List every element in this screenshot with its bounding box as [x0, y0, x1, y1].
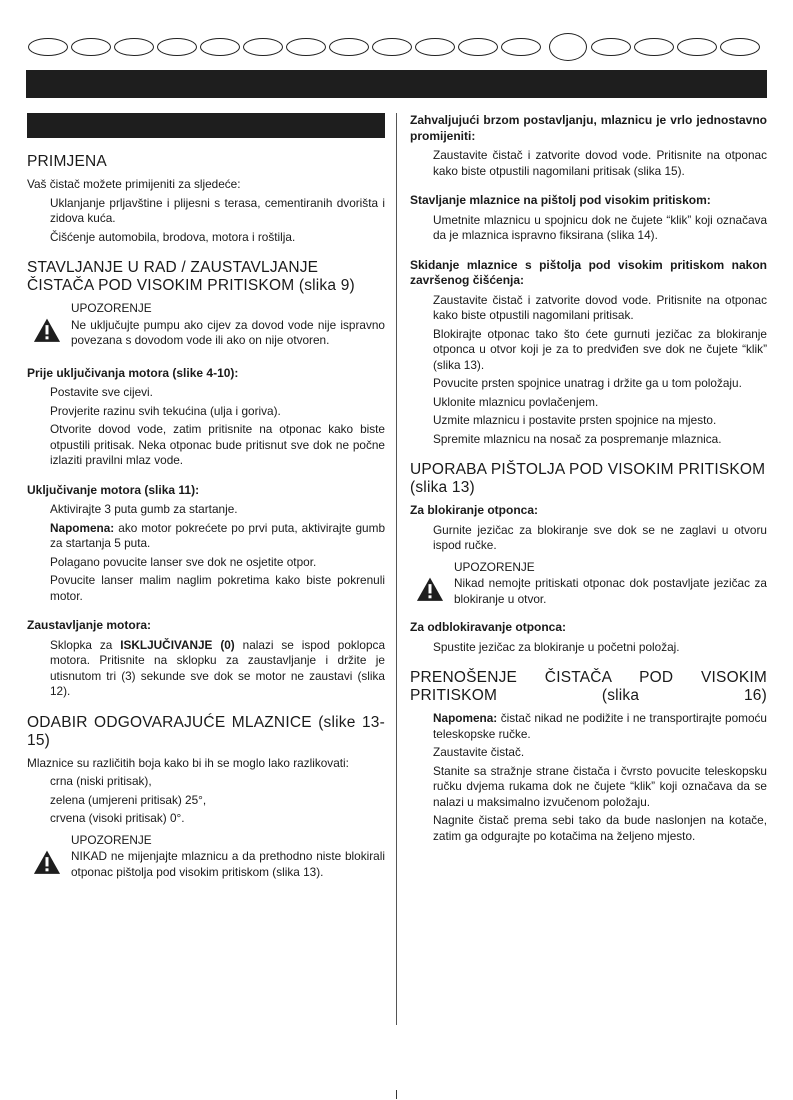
subheading-stavljanje-mlaznice: Stavljanje mlaznice na pištolj pod visokim pritiskom: — [410, 193, 711, 207]
warning-title: UPOZORENJE — [71, 301, 152, 315]
left-column — [27, 113, 385, 897]
warning-box — [27, 301, 385, 352]
section-prije — [27, 366, 385, 469]
section-ukljucivanje — [27, 483, 385, 605]
warning-box — [410, 560, 767, 611]
language-oval — [677, 38, 717, 56]
paragraph: Zaustavite čistač i zatvorite dovod vode. Pritisnite na otponac kako biste otpustili nagomilani pritisak (slika 15). — [433, 148, 767, 178]
warning-title: UPOZORENJE — [71, 832, 152, 847]
subheading-skidanje: Skidanje mlaznice s pištolja pod visokim pritiskom nakon završenog čišćenja: — [410, 257, 767, 287]
language-oval — [720, 38, 760, 56]
section-zaustavljanje — [27, 618, 385, 700]
warning-box — [27, 833, 385, 884]
intro-text: Mlaznice su različitih boja kako bi ih se moglo lako razlikovati: — [27, 755, 349, 770]
list-item: Blokirajte otponac tako što ćete gurnuti jezičac za blokiranje otponca u otvor koji je za to predviđen sve dok ne čujete “klik” (slika 13). — [433, 326, 767, 372]
list-item: Zaustavite čistač i zatvorite dovod vode. Pritisnite na otponac kako biste otpustili nagomilani pritisak. — [433, 292, 767, 322]
subheading-ukljucivanje: Uključivanje motora (slika 11): — [27, 482, 200, 497]
list-item: Aktivirajte 3 puta gumb za startanje. — [50, 502, 238, 516]
color-item: crna (niski pritisak), — [50, 774, 152, 788]
language-oval — [200, 38, 240, 56]
note-text — [410, 711, 767, 742]
right-column — [410, 113, 767, 858]
list-item: Provjerite razinu svih tekućina (ulja i goriva). — [50, 403, 281, 418]
color-item: zelena (umjereni pritisak) 25°, — [50, 792, 207, 807]
section-stavljanje-mlaznice — [410, 193, 767, 244]
list-item: Nagnite čistač prema sebi tako da bude naslonjen na kotače, zatim ga odgurajte po kotačima na željeno mjesto. — [433, 813, 767, 843]
list-item: Povucite lanser malim naglim pokretima kako biste pokrenuli motor. — [50, 573, 385, 603]
color-item: crvena (visoki pritisak) 0°. — [50, 811, 185, 825]
header-bar — [26, 70, 767, 98]
warning-title: UPOZORENJE — [454, 559, 535, 574]
language-oval — [28, 38, 68, 56]
subheading-zahvaljujuci: Zahvaljujući brzom postavljanju, mlaznicu je vrlo jednostavno promijeniti: — [410, 113, 767, 143]
language-oval — [415, 38, 455, 56]
language-oval — [114, 38, 154, 56]
zaustavljanje-text — [27, 638, 385, 700]
list-item: Polagano povucite lanser sve dok ne osjetite otpor. — [50, 554, 317, 569]
language-oval — [71, 38, 111, 56]
heading-stavljanje: STAVLJANJE U RAD / ZAUSTAVLJANJE ČISTAČA POD VISOKIM PRITISKOM (slika 9) — [27, 259, 355, 294]
column-divider — [396, 113, 397, 1025]
note-text — [27, 521, 385, 552]
section-prenosenje — [410, 669, 767, 844]
language-oval-active — [549, 33, 587, 61]
language-oval — [329, 38, 369, 56]
section-zahvaljujuci — [410, 113, 767, 179]
note-label: Napomena: — [433, 711, 498, 725]
section-primjena — [27, 153, 385, 245]
subheading-blokiranje: Za blokiranje otponca: — [410, 503, 539, 517]
page-footer-mark — [396, 1090, 397, 1099]
subheading-prije: Prije uključivanja motora (slike 4-10): — [27, 365, 239, 380]
section-odabir — [27, 714, 385, 884]
paragraph: Gurnite jezičac za blokiranje sve dok se ne zaglavi u otvoru ispod ručke. — [433, 522, 767, 552]
note-label: Napomena: — [50, 520, 115, 535]
language-oval — [634, 38, 674, 56]
switch-label: ISKLJUČIVANJE (0) — [120, 637, 235, 652]
text-span: nalazi se ispod poklopca motora. Pritisnite na sklopku za zaustavljanje i držite je utisnutom tri (3) sekunde sve dok se motor ne zaustavi (slika 12). — [50, 637, 386, 698]
heading-primjena: PRIMJENA — [27, 153, 107, 170]
intro-text: Vaš čistač možete primijeniti za sljedeće: — [27, 177, 241, 191]
subheading-zaustavljanje: Zaustavljanje motora: — [27, 618, 152, 632]
language-oval — [157, 38, 197, 56]
list-item: Zaustavite čistač. — [433, 745, 525, 759]
list-item: Otvorite dovod vode, zatim pritisnite na otponac kako biste otpustili pritisak. Neka otponac bude pritisnut sve dok ne počne izlaziti pravilni mlaz vode. — [50, 422, 385, 467]
language-oval — [458, 38, 498, 56]
list-item: Povucite prsten spojnice unatrag i držite ga u tom položaju. — [433, 376, 742, 390]
list-item: Uklanjanje prljavštine i plijesni s terasa, cementiranih dvorišta i zidova kuća. — [50, 195, 385, 225]
language-oval — [591, 38, 631, 56]
warning-text: NIKAD ne mijenjajte mlaznicu a da prethodno niste blokirali otponac pištolja pod visokim pritiskom (slika 13). — [71, 849, 385, 879]
section-bar — [27, 113, 385, 138]
text-span: Sklopka za — [50, 637, 121, 652]
paragraph: Spustite jezičac za blokiranje u početni položaj. — [433, 639, 680, 654]
warning-icon — [33, 309, 61, 352]
heading-uporaba: UPORABA PIŠTOLJA POD VISOKIM PRITISKOM (slika 13) — [410, 461, 766, 496]
section-stavljanje — [27, 259, 385, 352]
language-oval — [243, 38, 283, 56]
list-item: Uklonite mlaznicu povlačenjem. — [433, 394, 599, 409]
note-body: ako motor pokrećete po prvi puta, aktivirajte gumb za startanja 5 puta. — [50, 520, 385, 550]
warning-text: Ne uključujte pumpu ako cijev za dovod vode nije ispravno povezana s dovodom vode ili ako on nije otvoren. — [71, 317, 385, 347]
warning-icon — [33, 841, 61, 884]
note-body: čistač nikad ne podižite i ne transportirajte pomoću teleskopske ručke. — [433, 711, 767, 741]
list-item: Spremite mlaznicu na nosač za pospremanje mlaznica. — [433, 431, 722, 446]
warning-icon — [416, 568, 444, 611]
section-uporaba — [410, 461, 767, 655]
list-item: Stanite sa stražnje strane čistača i čvrsto povucite teleskopsku ručku dvjema rukama dok ne čujete “klik” koji označava da se nalazi u maksimalno izvučenom položaju. — [433, 763, 767, 809]
list-item: Čišćenje automobila, brodova, motora i roštilja. — [50, 229, 296, 244]
language-oval — [286, 38, 326, 56]
list-item: Uzmite mlaznicu i postavite prsten spojnice na mjesto. — [433, 413, 717, 427]
heading-prenosenje: PRENOŠENJE ČISTAČA POD VISOKIM PRITISKOM (slika 16) — [410, 669, 767, 704]
section-skidanje — [410, 258, 767, 448]
paragraph: Umetnite mlaznicu u spojnicu dok ne čujete “klik” koji označava da je mlaznica ispravno fiksirana (slika 14). — [433, 212, 767, 242]
list-item: Postavite sve cijevi. — [50, 385, 153, 399]
subheading-odblokiravanje: Za odblokiravanje otponca: — [410, 620, 567, 634]
language-tab-ovals — [28, 38, 768, 58]
heading-odabir: ODABIR ODGOVARAJUĆE MLAZNICE (slike 13-15) — [27, 713, 385, 749]
language-oval — [501, 38, 541, 56]
warning-text: Nikad nemojte pritiskati otponac dok postavljate jezičac za blokiranje u otvor. — [454, 576, 767, 606]
language-oval — [372, 38, 412, 56]
